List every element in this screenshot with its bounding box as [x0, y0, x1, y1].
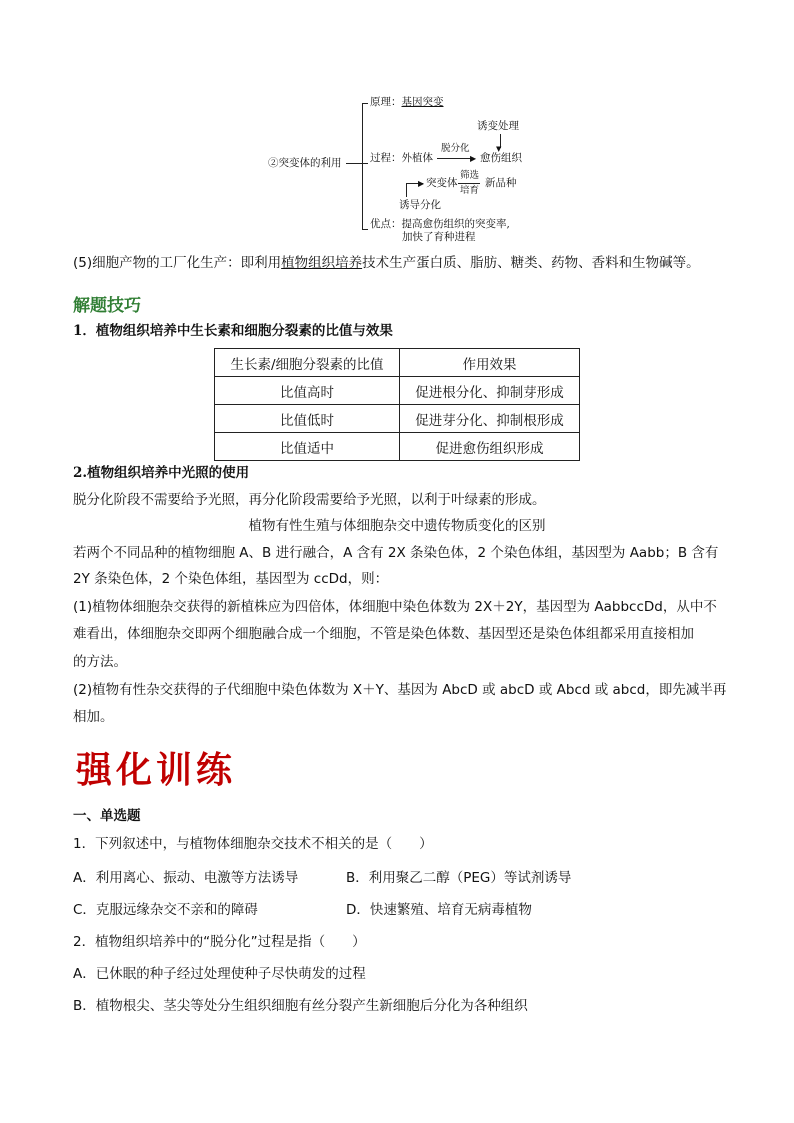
diagram-brace	[362, 103, 363, 229]
diagram-dedifferentiation-label: 脱分化	[441, 143, 470, 154]
diagram-arrowhead-2: ▶	[418, 179, 425, 188]
question-2-option-b: B．植物根尖、茎尖等处分生组织细胞有丝分裂产生新细胞后分化为各种组织	[73, 998, 528, 1014]
question-1-stem: 1．下列叙述中，与植物体细胞杂交技术不相关的是（ ）	[73, 836, 433, 852]
table-cell: 比值高时	[215, 377, 400, 405]
diagram-mutagen-arrowhead: ▼	[496, 145, 502, 153]
difference-line-3: (1)植物体细胞杂交获得的新植株应为四倍体，体细胞中染色体数为 2X＋2Y，基因型为 AabbccDd，从中不	[73, 599, 717, 615]
diagram-cultivate-label: 培育	[460, 185, 480, 196]
question-2-option-a: A．已休眠的种子经过处理使种子尽快萌发的过程	[73, 966, 366, 982]
table-cell: 促进芽分化、抑制根形成	[400, 405, 580, 433]
difference-title: 植物有性生殖与体细胞杂交中遗传物质变化的区别	[248, 518, 546, 534]
diagram-callus: 愈伤组织	[480, 152, 522, 164]
diagram-mutagen-label: 诱变处理	[477, 120, 519, 132]
tips-heading: 解题技巧	[73, 296, 141, 316]
table-row	[215, 433, 580, 461]
diagram-arrowhead-1: ▶	[470, 154, 477, 163]
diagram-tick-advantage	[362, 229, 368, 230]
diagram-advantage-2: 加快了育种进程	[402, 231, 476, 243]
diagram-process-label: 过程：外植体	[370, 152, 433, 164]
item-5: (5)细胞产物的工厂化生产：即利用植物组织培养技术生产蛋白质、脂肪、糖类、药物、香料和生物碱等。	[73, 255, 700, 271]
table-cell: 比值适中	[215, 433, 400, 461]
question-1-option-c: C．克服远缘杂交不亲和的障碍	[73, 902, 258, 918]
difference-line-1: 若两个不同品种的植物细胞 A、B 进行融合，A 含有 2X 条染色体，2 个染色体组，基因型为 Aabb；B 含有	[73, 545, 719, 561]
diagram-new-variety: 新品种	[485, 177, 517, 189]
diagram-principle: 原理：基因突变	[370, 96, 444, 108]
difference-line-6: (2)植物有性杂交获得的子代细胞中染色体数为 X＋Y、基因为 AbcD 或 abcD 或 Abcd 或 abcd，即先减半再	[73, 682, 727, 698]
table-row	[215, 405, 580, 433]
ratio-table	[214, 348, 580, 461]
difference-line-7: 相加。	[73, 709, 114, 725]
diagram-mutant: 突变体	[426, 177, 458, 189]
tip2-text: 脱分化阶段不需要给予光照，再分化阶段需要给予光照，以利于叶绿素的形成。	[73, 492, 546, 508]
diagram-induce-line	[406, 183, 407, 197]
question-1-option-a: A．利用离心、振动、电激等方法诱导	[73, 870, 299, 886]
difference-line-4: 难看出，体细胞杂交即两个细胞融合成一个细胞，不管是染色体数、基因型还是染色体组都采用直接相加	[73, 626, 694, 642]
table-cell: 促进根分化、抑制芽形成	[400, 377, 580, 405]
diagram-induce: 诱导分化	[399, 199, 441, 211]
diagram-advantage-1: 优点：提高愈伤组织的突变率,	[370, 218, 510, 230]
question-2-stem: 2．植物组织培养中的“脱分化”过程是指（ ）	[73, 934, 366, 950]
tip1-heading: 1．植物组织培养中生长素和细胞分裂素的比值与效果	[73, 323, 393, 339]
diagram-arrow-1	[437, 158, 473, 159]
table-cell: 促进愈伤组织形成	[400, 433, 580, 461]
diagram-tick-process	[362, 163, 368, 164]
table-cell: 比值低时	[215, 405, 400, 433]
table-row	[215, 377, 580, 405]
diagram-tick-principle	[362, 103, 368, 104]
diagram-left-label: ②突变体的利用	[268, 157, 342, 169]
diagram-connector	[346, 163, 362, 164]
table-header-cell: 生长素/细胞分裂素的比值	[215, 349, 400, 377]
question-1-option-b: B．利用聚乙二醇（PEG）等试剂诱导	[346, 870, 572, 886]
diagram-screen-label: 筛选	[460, 170, 480, 181]
section-single-choice: 一、单选题	[73, 808, 141, 824]
question-1-option-d: D．快速繁殖、培育无病毒植物	[346, 902, 532, 918]
training-title: 强化训练	[76, 749, 237, 791]
difference-line-2: 2Y 条染色体，2 个染色体组，基因型为 ccDd，则：	[73, 571, 389, 587]
difference-line-5: 的方法。	[73, 654, 127, 670]
table-row	[215, 349, 580, 377]
table-header-cell: 作用效果	[400, 349, 580, 377]
tip2-heading: 2.植物组织培养中光照的使用	[73, 465, 250, 481]
